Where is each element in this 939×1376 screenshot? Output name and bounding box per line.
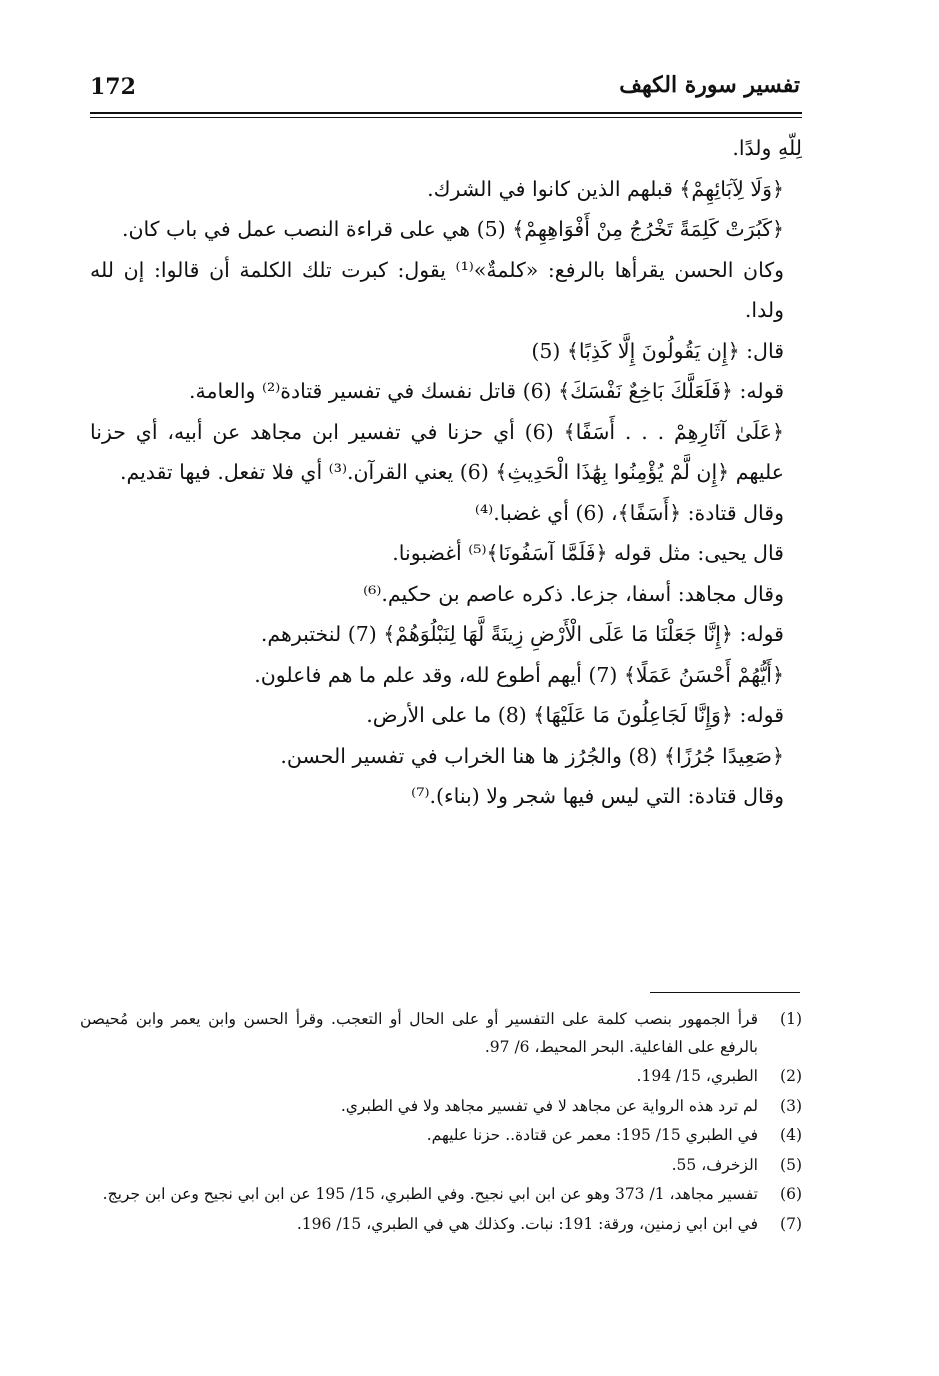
footnote-item	[80, 1122, 802, 1150]
footnote-item	[80, 1006, 802, 1061]
footnote-item	[80, 1211, 802, 1239]
header-rule	[90, 112, 802, 118]
footnote-text: الطبري، 15/ 194.	[636, 1067, 758, 1085]
paragraph: ﴿عَلَىٰ آثَارِهِمْ . . . أَسَفًا﴾ (6) أي حزنا في تفسير ابن مجاهد عن أبيه، أي حزنا عليهم ﴿إِن لَّمْ يُؤْمِنُوا بِهَٰذَا الْحَدِيثِ﴾ (6) يعني القرآن.⁽³⁾ أي فلا تفعل. فيها تقديم.	[90, 419, 784, 484]
paragraph: قوله: ﴿وَإِنَّا لَجَاعِلُونَ مَا عَلَيْهَا﴾ (8) ما على الأرض.	[366, 703, 784, 727]
footnote-number: (5)	[780, 1155, 802, 1174]
paragraph: ﴿أَيُّهُمْ أَحْسَنُ عَمَلًا﴾ (7) أيهم أطوع لله، وقد علم ما هم فاعلون.	[254, 662, 784, 687]
footnote-text: في الطبري 15/ 195: معمر عن قتادة.. حزنا عليهم.	[426, 1126, 758, 1144]
footnote-number: (4)	[780, 1126, 802, 1144]
paragraph: ﴿صَعِيدًا جُرُزًا﴾ (8) والجُرُز ها هنا الخراب في تفسير الحسن.	[280, 743, 784, 768]
footnote-text: لم ترد هذه الرواية عن مجاهد لا في تفسير مجاهد ولا في الطبري.	[340, 1096, 758, 1115]
paragraph: ﴿وَلَا لِآبَائِهِمْ﴾ قبلهم الذين كانوا في الشرك.	[427, 176, 784, 201]
footnote-text: في ابن ابي زمنين، ورقة: 191: نبات. وكذلك هي في الطبري، 15/ 196.	[296, 1214, 758, 1233]
running-title: تفسير سورة الكهف	[619, 72, 800, 98]
paragraph: وقال قتادة: ﴿أَسَفًا﴾، (6) أي غضبا.⁽⁴⁾	[474, 500, 784, 525]
page-header	[90, 72, 800, 106]
footnote-number: (3)	[780, 1096, 802, 1115]
paragraph: قال يحيى: مثل قوله ﴿فَلَمَّا آسَفُونَا﴾⁽⁵⁾ أغضبونا.	[392, 541, 784, 565]
footnote-item	[80, 1181, 802, 1209]
footnote-item	[80, 1093, 802, 1121]
paragraph: لِلّهِ ولدًا.	[732, 136, 802, 160]
footnote-text: قرأ الجمهور بنصب كلمة على التفسير أو على الحال أو التعجب. وقرأ الحسن وابن يعمر وابن مُحيصن بالرفع على الفاعلية. البحر المحيط، 6/ 97.	[80, 1010, 758, 1056]
footnote-item	[80, 1152, 802, 1180]
paragraph: قوله: ﴿إِنَّا جَعَلْنَا مَا عَلَى الْأَرْضِ زِينَةً لَّهَا لِنَبْلُوَهُمْ﴾ (7) لنختبرهم.	[260, 622, 784, 646]
footnote-rule	[650, 992, 800, 993]
footnote-number: (6)	[780, 1185, 802, 1203]
footnotes	[80, 1006, 802, 1240]
footnote-item	[80, 1063, 802, 1091]
paragraph: وقال مجاهد: أسفا، جزعا. ذكره عاصم بن حكيم.⁽⁶⁾	[363, 581, 784, 606]
page-number: 172	[90, 74, 136, 100]
footnote-number: (1)	[780, 1010, 802, 1028]
paragraph: وقال قتادة: التي ليس فيها شجر ولا (بناء).⁽⁷⁾	[411, 784, 784, 808]
main-text	[90, 128, 802, 817]
paragraph: وكان الحسن يقرأها بالرفع: «كلمةٌ»⁽¹⁾ يقول: كبرت تلك الكلمة أن قالوا: إن لله ولدا.	[90, 257, 784, 322]
paragraph: ﴿كَبُرَتْ كَلِمَةً تَخْرُجُ مِنْ أَفْوَاهِهِمْ﴾ (5) هي على قراءة النصب عمل في باب كان.	[121, 217, 784, 241]
paragraph: قوله: ﴿فَلَعَلَّكَ بَاخِعٌ نَفْسَكَ﴾ (6) قاتل نفسك في تفسير قتادة⁽²⁾ والعامة.	[188, 379, 784, 403]
footnote-number: (2)	[780, 1067, 802, 1085]
footnote-number: (7)	[780, 1214, 802, 1233]
footnote-text: تفسير مجاهد، 1/ 373 وهو عن ابن ابي نجيح. وفي الطبري، 15/ 195 عن ابن ابي نجيح وعن ابن جريج.	[102, 1185, 758, 1203]
footnote-text: الزخرف، 55.	[671, 1155, 758, 1174]
paragraph: قال: ﴿إِن يَقُولُونَ إِلَّا كَذِبًا﴾ (5)	[531, 338, 784, 363]
